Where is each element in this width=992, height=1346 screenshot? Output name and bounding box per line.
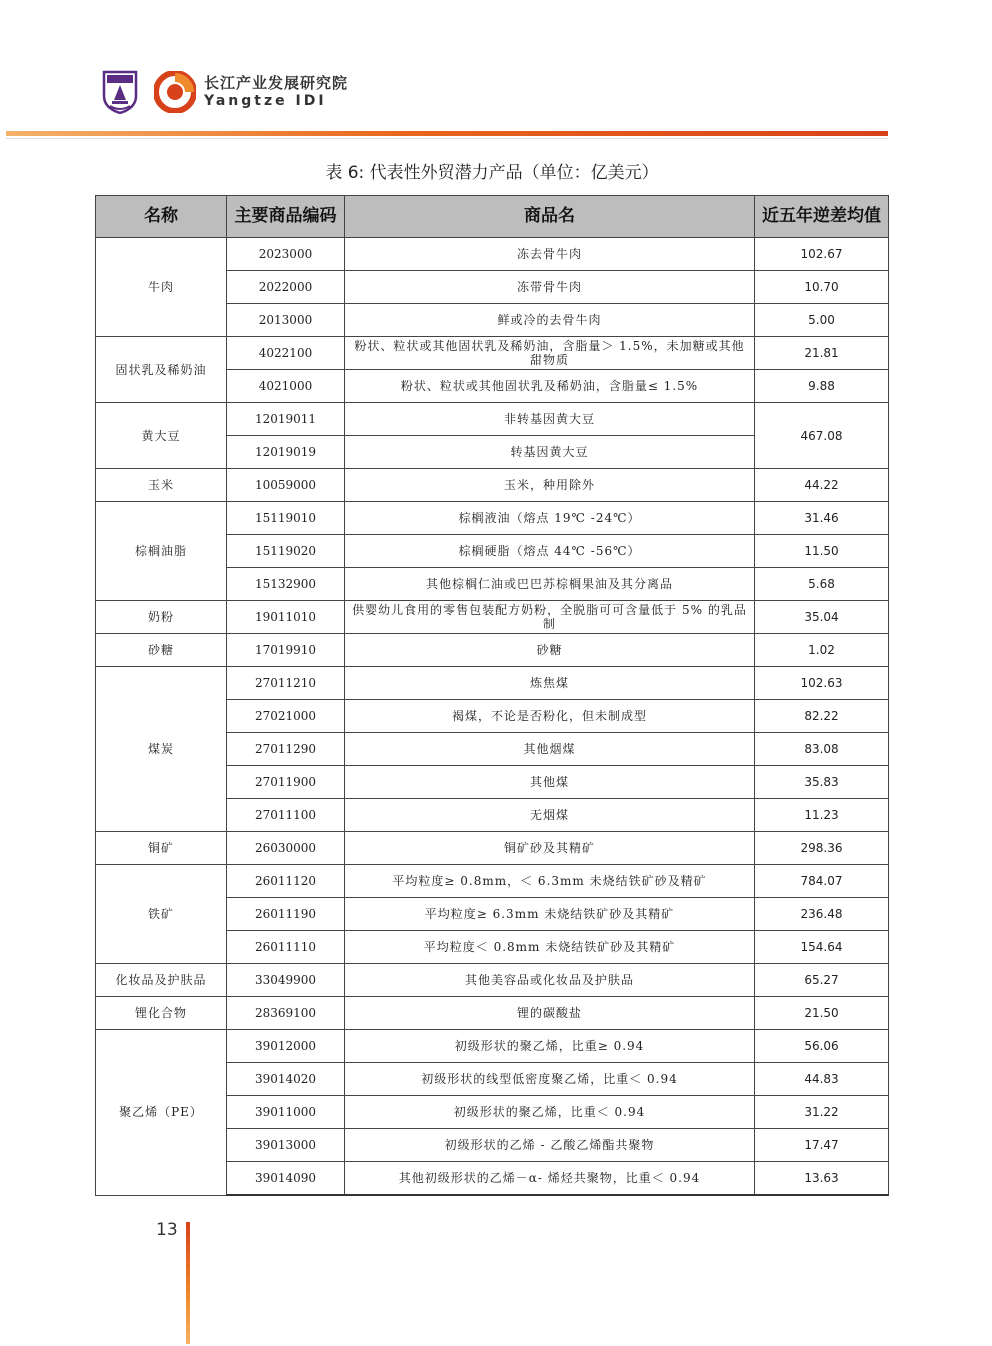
code-cell: 27011290 bbox=[227, 733, 345, 766]
col-header-code: 主要商品编码 bbox=[227, 196, 345, 238]
product-name-cell: 其他烟煤 bbox=[345, 733, 755, 766]
product-name-cell: 初级形状的线型低密度聚乙烯，比重＜ 0.94 bbox=[345, 1063, 755, 1096]
code-cell: 4021000 bbox=[227, 370, 345, 403]
category-cell: 锂化合物 bbox=[96, 997, 227, 1030]
university-emblem-icon bbox=[102, 70, 138, 114]
product-name-cell: 平均粒度＜ 0.8mm 未烧结铁矿砂及其精矿 bbox=[345, 931, 755, 964]
product-name-cell: 砂糖 bbox=[345, 634, 755, 667]
value-cell: 102.67 bbox=[755, 238, 889, 271]
value-cell: 35.04 bbox=[755, 601, 889, 634]
product-name-cell: 供婴幼儿食用的零售包装配方奶粉，全脱脂可可含量低于 5% 的乳品制 bbox=[345, 601, 755, 634]
product-name-cell: 其他美容品或化妆品及护肤品 bbox=[345, 964, 755, 997]
col-header-product: 商品名 bbox=[345, 196, 755, 238]
table-row bbox=[96, 634, 889, 667]
col-header-name: 名称 bbox=[96, 196, 227, 238]
value-cell: 31.46 bbox=[755, 502, 889, 535]
product-name-cell: 转基因黄大豆 bbox=[345, 436, 755, 469]
table-title: 表 6: 代表性外贸潜力产品（单位：亿美元） bbox=[325, 163, 659, 183]
header-logos bbox=[102, 70, 348, 114]
product-name-cell: 无烟煤 bbox=[345, 799, 755, 832]
category-cell: 黄大豆 bbox=[96, 403, 227, 469]
product-name-cell: 粉状、粒状或其他固状乳及稀奶油，含脂量≤ 1.5% bbox=[345, 370, 755, 403]
value-cell: 298.36 bbox=[755, 832, 889, 865]
code-cell: 12019019 bbox=[227, 436, 345, 469]
category-cell: 固状乳及稀奶油 bbox=[96, 337, 227, 403]
value-cell: 1.02 bbox=[755, 634, 889, 667]
product-name-cell: 平均粒度≥ 0.8mm，＜ 6.3mm 未烧结铁矿砂及精矿 bbox=[345, 865, 755, 898]
product-name-cell: 初级形状的聚乙烯，比重＜ 0.94 bbox=[345, 1096, 755, 1129]
code-cell: 39014020 bbox=[227, 1063, 345, 1096]
category-cell: 牛肉 bbox=[96, 238, 227, 337]
value-cell: 11.50 bbox=[755, 535, 889, 568]
value-cell: 31.22 bbox=[755, 1096, 889, 1129]
code-cell: 15132900 bbox=[227, 568, 345, 601]
code-cell: 15119020 bbox=[227, 535, 345, 568]
product-name-cell: 冻带骨牛肉 bbox=[345, 271, 755, 304]
code-cell: 15119010 bbox=[227, 502, 345, 535]
table-row bbox=[96, 832, 889, 865]
value-cell: 56.06 bbox=[755, 1030, 889, 1063]
table-body bbox=[96, 238, 889, 1196]
category-cell: 铁矿 bbox=[96, 865, 227, 964]
header-rule bbox=[6, 131, 888, 136]
product-name-cell: 棕榈液油（熔点 19℃ -24℃） bbox=[345, 502, 755, 535]
product-name-cell: 锂的碳酸盐 bbox=[345, 997, 755, 1030]
table-row bbox=[96, 601, 889, 634]
code-cell: 17019910 bbox=[227, 634, 345, 667]
value-cell: 10.70 bbox=[755, 271, 889, 304]
code-cell: 28369100 bbox=[227, 997, 345, 1030]
code-cell: 19011010 bbox=[227, 601, 345, 634]
footer-rule bbox=[186, 1222, 190, 1344]
value-cell: 9.88 bbox=[755, 370, 889, 403]
value-cell: 17.47 bbox=[755, 1129, 889, 1162]
value-cell: 467.08 bbox=[755, 403, 889, 469]
product-name-cell: 褐煤，不论是否粉化，但未制成型 bbox=[345, 700, 755, 733]
category-cell: 化妆品及护肤品 bbox=[96, 964, 227, 997]
product-name-cell: 玉米，种用除外 bbox=[345, 469, 755, 502]
code-cell: 27011100 bbox=[227, 799, 345, 832]
category-cell: 聚乙烯（PE） bbox=[96, 1030, 227, 1196]
org-name-en: Yangtze IDI bbox=[204, 93, 327, 109]
code-cell: 27011900 bbox=[227, 766, 345, 799]
product-name-cell: 炼焦煤 bbox=[345, 667, 755, 700]
code-cell: 4022100 bbox=[227, 337, 345, 370]
code-cell: 26030000 bbox=[227, 832, 345, 865]
code-cell: 12019011 bbox=[227, 403, 345, 436]
table-row bbox=[96, 502, 889, 535]
org-name bbox=[204, 76, 348, 108]
product-name-cell: 粉状、粒状或其他固状乳及稀奶油，含脂量＞ 1.5%，未加糖或其他甜物质 bbox=[345, 337, 755, 370]
code-cell: 33049900 bbox=[227, 964, 345, 997]
table-row bbox=[96, 1030, 889, 1063]
header-rule-thin bbox=[6, 138, 888, 139]
value-cell: 784.07 bbox=[755, 865, 889, 898]
value-cell: 13.63 bbox=[755, 1162, 889, 1196]
product-name-cell: 冻去骨牛肉 bbox=[345, 238, 755, 271]
table-header-row bbox=[96, 196, 889, 238]
code-cell: 2013000 bbox=[227, 304, 345, 337]
page-number: 13 bbox=[156, 1220, 178, 1240]
table-row bbox=[96, 238, 889, 271]
table-row bbox=[96, 469, 889, 502]
product-table bbox=[95, 195, 889, 1196]
code-cell: 39013000 bbox=[227, 1129, 345, 1162]
value-cell: 83.08 bbox=[755, 733, 889, 766]
table-row bbox=[96, 997, 889, 1030]
table-row bbox=[96, 667, 889, 700]
value-cell: 21.50 bbox=[755, 997, 889, 1030]
table-row bbox=[96, 337, 889, 370]
product-name-cell: 初级形状的乙烯 - 乙酸乙烯酯共聚物 bbox=[345, 1129, 755, 1162]
category-cell: 砂糖 bbox=[96, 634, 227, 667]
table-row bbox=[96, 403, 889, 436]
value-cell: 236.48 bbox=[755, 898, 889, 931]
code-cell: 26011110 bbox=[227, 931, 345, 964]
value-cell: 82.22 bbox=[755, 700, 889, 733]
yangtze-idi-logo-icon bbox=[154, 71, 196, 113]
product-name-cell: 非转基因黄大豆 bbox=[345, 403, 755, 436]
code-cell: 26011190 bbox=[227, 898, 345, 931]
col-header-value: 近五年逆差均值 bbox=[755, 196, 889, 238]
table-row bbox=[96, 865, 889, 898]
category-cell: 煤炭 bbox=[96, 667, 227, 832]
code-cell: 39012000 bbox=[227, 1030, 345, 1063]
product-name-cell: 平均粒度≥ 6.3mm 未烧结铁矿砂及其精矿 bbox=[345, 898, 755, 931]
value-cell: 5.00 bbox=[755, 304, 889, 337]
code-cell: 26011120 bbox=[227, 865, 345, 898]
value-cell: 154.64 bbox=[755, 931, 889, 964]
product-name-cell: 鲜或冷的去骨牛肉 bbox=[345, 304, 755, 337]
product-name-cell: 棕榈硬脂（熔点 44℃ -56℃） bbox=[345, 535, 755, 568]
code-cell: 2023000 bbox=[227, 238, 345, 271]
code-cell: 10059000 bbox=[227, 469, 345, 502]
value-cell: 11.23 bbox=[755, 799, 889, 832]
product-name-cell: 铜矿砂及其精矿 bbox=[345, 832, 755, 865]
code-cell: 27011210 bbox=[227, 667, 345, 700]
code-cell: 27021000 bbox=[227, 700, 345, 733]
value-cell: 44.83 bbox=[755, 1063, 889, 1096]
category-cell: 奶粉 bbox=[96, 601, 227, 634]
product-name-cell: 其他初级形状的乙烯－α- 烯烃共聚物，比重＜ 0.94 bbox=[345, 1162, 755, 1196]
value-cell: 5.68 bbox=[755, 568, 889, 601]
code-cell: 39011000 bbox=[227, 1096, 345, 1129]
code-cell: 2022000 bbox=[227, 271, 345, 304]
product-name-cell: 初级形状的聚乙烯，比重≥ 0.94 bbox=[345, 1030, 755, 1063]
code-cell: 39014090 bbox=[227, 1162, 345, 1196]
value-cell: 35.83 bbox=[755, 766, 889, 799]
value-cell: 102.63 bbox=[755, 667, 889, 700]
table-row bbox=[96, 964, 889, 997]
product-name-cell: 其他煤 bbox=[345, 766, 755, 799]
value-cell: 21.81 bbox=[755, 337, 889, 370]
category-cell: 棕榈油脂 bbox=[96, 502, 227, 601]
category-cell: 铜矿 bbox=[96, 832, 227, 865]
product-name-cell: 其他棕榈仁油或巴巴苏棕榈果油及其分离品 bbox=[345, 568, 755, 601]
value-cell: 44.22 bbox=[755, 469, 889, 502]
value-cell: 65.27 bbox=[755, 964, 889, 997]
category-cell: 玉米 bbox=[96, 469, 227, 502]
org-name-cn: 长江产业发展研究院 bbox=[204, 74, 349, 92]
